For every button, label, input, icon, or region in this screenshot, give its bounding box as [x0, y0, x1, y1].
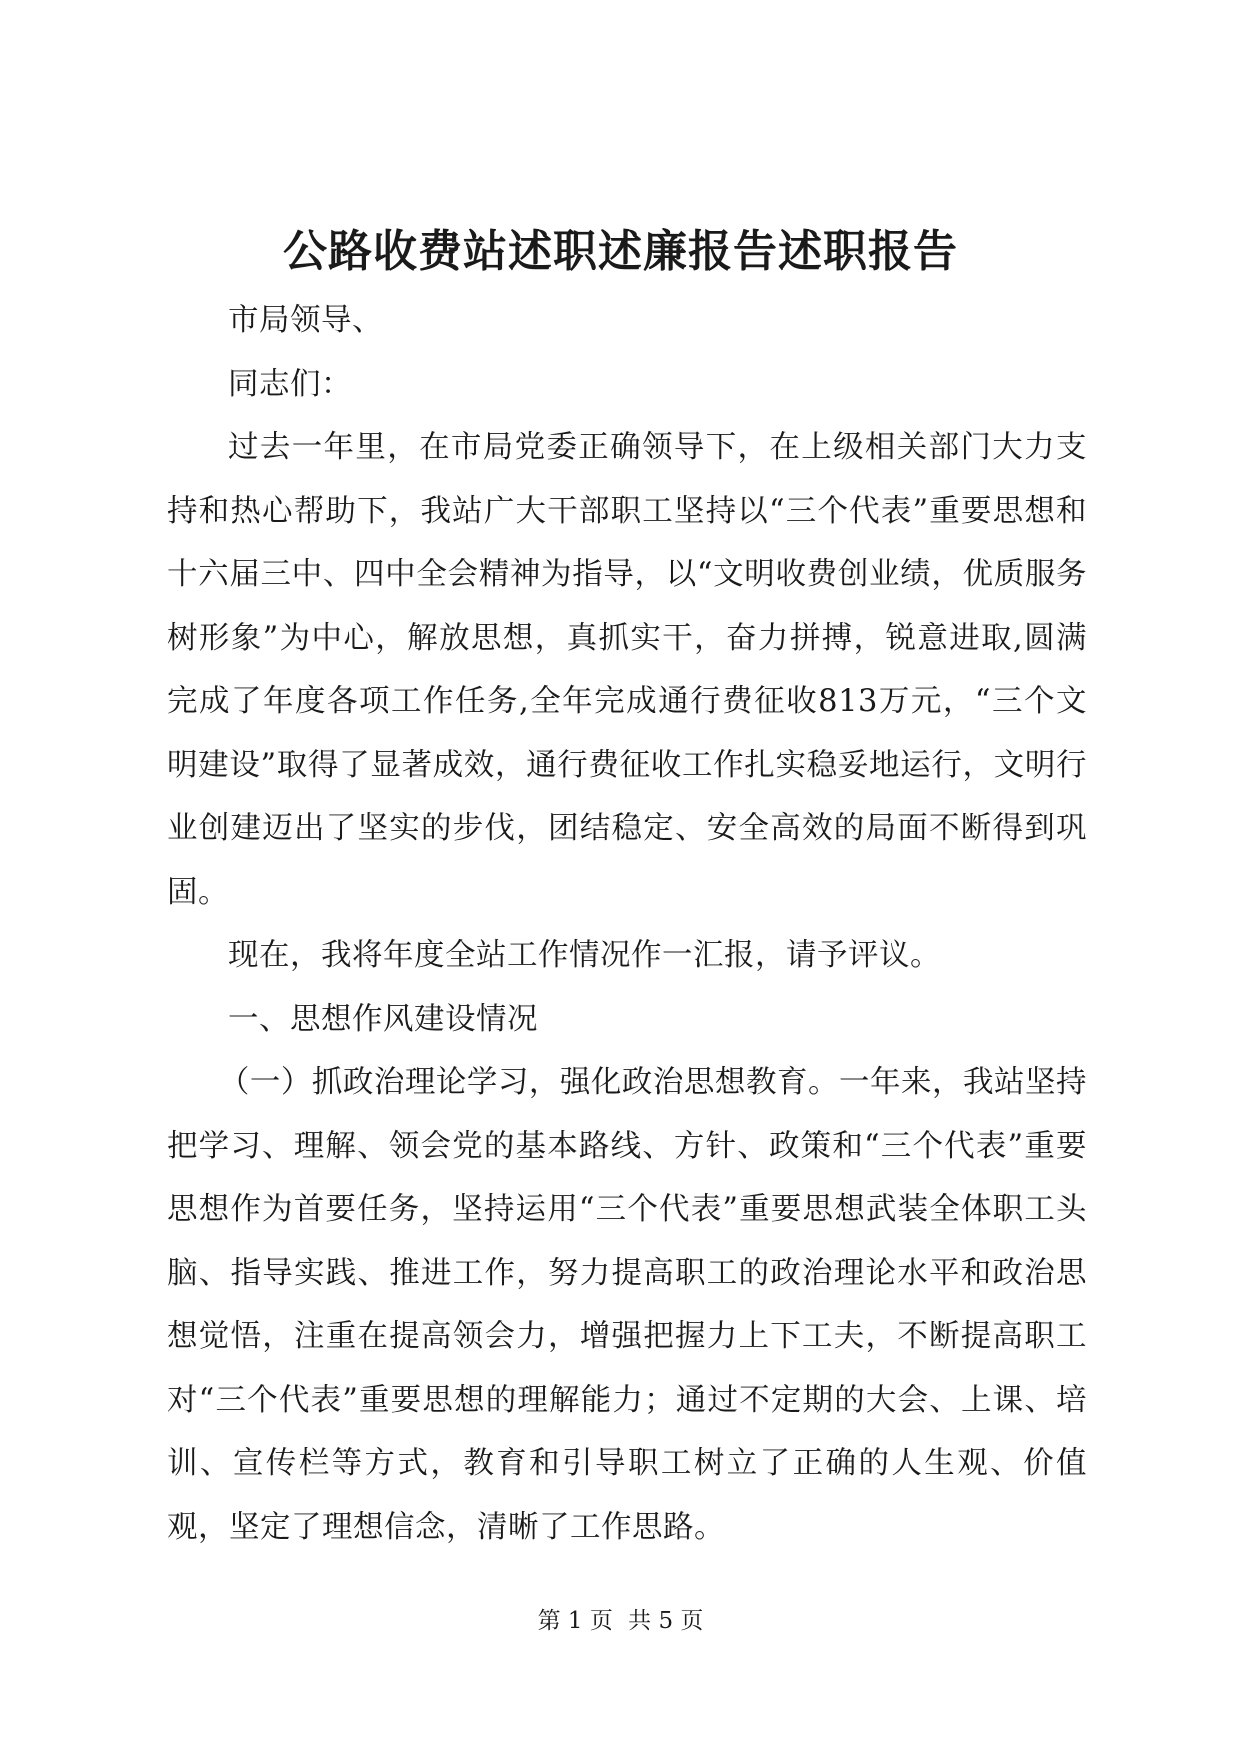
section-heading-1: 一、思想作风建设情况 — [228, 1001, 538, 1037]
body-paragraph-summary: 过去一年里，在市局党委正确领导下，在上级相关部门大力支持和热心帮助下，我站广大干部职工坚持以“三个代表”重要思想和十六届三中、四中全会精神为指导，以“文明收费创业绩，优质服务树形象”为中心，解放思想，真抓实干，奋力拼搏，锐意进取,圆满完成了年度各项工作任务,全年完成通行费征收813万元，“三个文明建设”取得了显著成效，通行费征收工作扎实稳妥地运行，文明行业创建迈出了坚实的步伐，团结稳定、安全高效的局面不断得到巩固。 — [167, 430, 1087, 910]
page-footer — [0, 1606, 1241, 1636]
page-total: 共 5 页 — [628, 1608, 704, 1634]
body-paragraph-political-study: （一）抓政治理论学习，强化政治思想教育。一年来，我站坚持把学习、理解、领会党的基本路线、方针、政策和“三个代表”重要思想作为首要任务，坚持运用“三个代表”重要思想武装全体职工头脑、指导实践、推进工作，努力提高职工的政治理论水平和政治思想觉悟，注重在提高领会力，增强把握力上下工夫，不断提高职工对“三个代表”重要思想的理解能力；通过不定期的大会、上课、培训、宣传栏等方式，教育和引导职工树立了正确的人生观、价值观，坚定了理想信念，清晰了工作思路。 — [167, 1065, 1087, 1545]
salutation-line-1: 市局领导、 — [228, 303, 383, 338]
document-title: 公路收费站述职述廉报告述职报告 — [283, 226, 958, 277]
page-number: 第 1 页 — [537, 1608, 613, 1634]
salutation-line-2: 同志们： — [228, 366, 352, 402]
body-paragraph-report-intro: 现在，我将年度全站工作情况作一汇报，请予评议。 — [228, 938, 941, 973]
document-body — [167, 289, 1087, 1559]
